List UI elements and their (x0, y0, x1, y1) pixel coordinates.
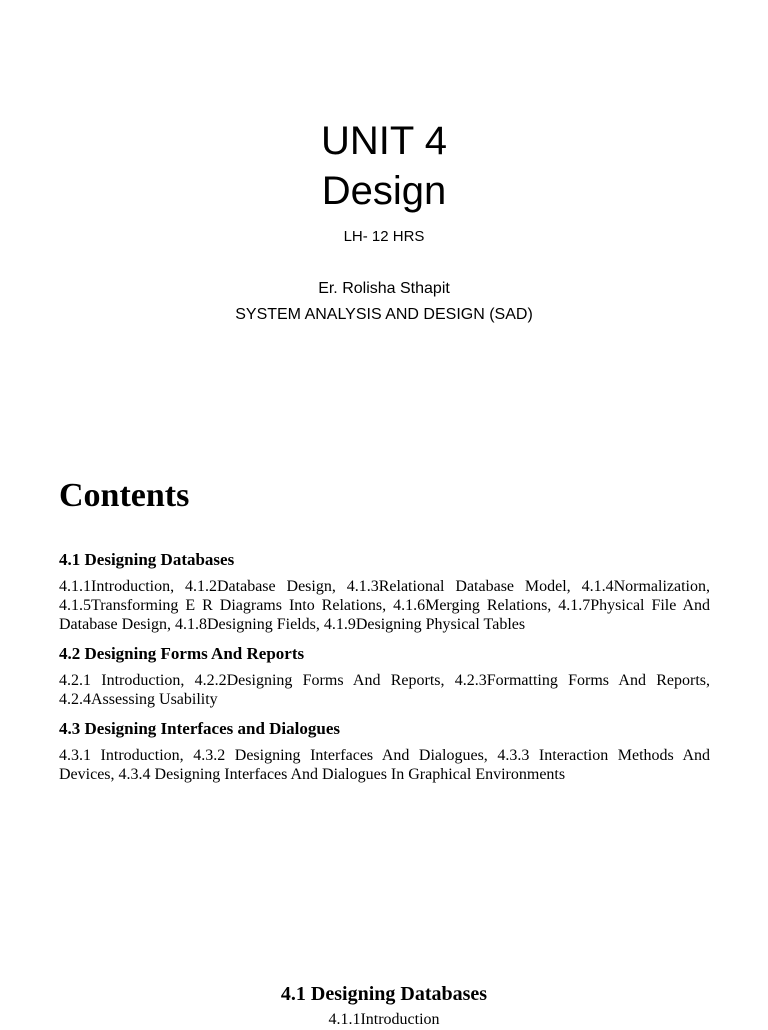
section-4-3 (59, 717, 710, 784)
section-title: 4.3 Designing Interfaces and Dialogues (59, 719, 340, 738)
section-topics: 4.1.1Introduction, 4.1.2Database Design, 4.1.3Relational Database Model, 4.1.4Normalization, 4.1.5Transforming E R Diagrams Into Relations, 4.1.6Merging Relations, 4.1.7Physical File And Database Design, 4.1.8Designing Fields, 4.1.9Designing Physical Tables (59, 578, 710, 633)
contents-heading: Contents (59, 477, 190, 514)
slide3-subheading: 4.1.1Introduction (328, 1011, 440, 1028)
section-4-1 (59, 548, 710, 634)
section-4-2 (59, 642, 710, 709)
unit-label: UNIT 4 (321, 119, 447, 163)
unit-title: Design (321, 169, 447, 213)
section-title: 4.1 Designing Databases (59, 550, 235, 569)
contents-sections (59, 548, 710, 792)
author-name: Er. Rolisha Sthapit (318, 280, 450, 297)
section-topics: 4.3.1 Introduction, 4.3.2 Designing Interfaces And Dialogues, 4.3.3 Interaction Methods And Devices, 4.3.4 Designing Interfaces And Dialogues In Graphical Environments (59, 747, 710, 783)
lecture-hours: LH- 12 HRS (343, 228, 425, 245)
section-title: 4.2 Designing Forms And Reports (59, 644, 305, 663)
section-topics: 4.2.1 Introduction, 4.2.2Designing Forms And Reports, 4.2.3Formatting Forms And Reports, 4.2.4Assessing Usability (59, 672, 710, 708)
title-slide (0, 0, 768, 440)
course-name: SYSTEM ANALYSIS AND DESIGN (SAD) (235, 306, 533, 323)
slide3-heading: 4.1 Designing Databases (280, 983, 488, 1005)
